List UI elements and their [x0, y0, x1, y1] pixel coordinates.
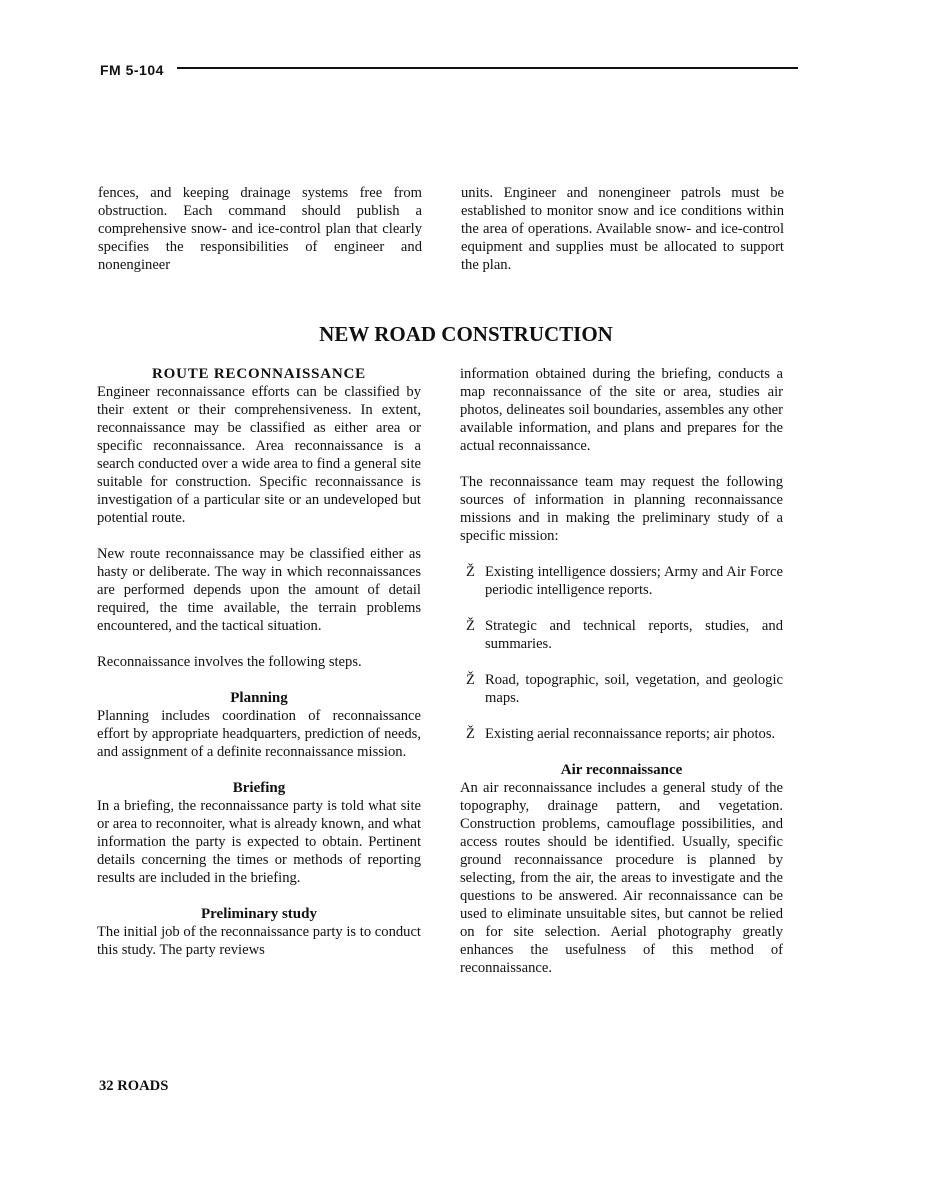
list-item-text: Existing intelligence dossiers; Army and Air Force periodic intelligence reports. — [485, 564, 783, 598]
preliminary-study-heading: Preliminary study — [201, 906, 317, 922]
list-item-text: Existing aerial reconnaissance reports; air photos. — [485, 726, 776, 742]
route-paragraph-2: New route reconnaissance may be classified either as hasty or deliberate. The way in which reconnaissances are performed depends upon the amount of detail required, the time available, the terrain problems encountered, and the tactical situation. — [97, 546, 421, 634]
continued-paragraph-right: units. Engineer and nonengineer patrols must be established to monitor snow and ice conditions within the area of operations. Available snow- and ice-control equipment and supplies must be allocated to support the plan. — [461, 185, 784, 273]
briefing-paragraph: In a briefing, the reconnaissance party is told what site or area to reconnoiter, what is already known, and what information the party is expected to obtain. Pertinent details concerning the times or methods of reporting results are included in the briefing. — [97, 798, 422, 886]
air-reconnaissance-paragraph: An air reconnaissance includes a general study of the topography, drainage pattern, and vegetation. Construction problems, camouflage possibilities, and access routes should be identified. Usually, specific ground reconnaissance procedure is planned by selecting, from the air, the areas to investigate and the questions to be answered. Air reconnaissance can be used to eliminate unsuitable sites, but cannot be relied on for site selection. Aerial photography greatly enhances the usefulness of this method of reconnaissance. — [460, 780, 783, 976]
list-item-text: Strategic and technical reports, studies, and summaries. — [485, 618, 783, 652]
list-item — [460, 617, 783, 653]
header-rule — [177, 67, 798, 69]
list-item-text: Road, topographic, soil, vegetation, and geologic maps. — [485, 672, 783, 706]
planning-heading: Planning — [230, 690, 288, 706]
briefing-heading: Briefing — [232, 780, 286, 796]
page-footer: 32 ROADS — [99, 1078, 169, 1094]
planning-paragraph: Planning includes coordination of reconnaissance effort by appropriate headquarters, prediction of needs, and assignment of a definite reconnaissance mission. — [97, 708, 421, 760]
air-reconnaissance-heading: Air reconnaissance — [560, 762, 683, 778]
route-paragraph-1: Engineer reconnaissance efforts can be classified by their extent or their comprehensiveness. In extent, reconnaissance may be classified as either area or specific reconnaissance. Area reconnaissance is a search conducted over a wide area to find a general site suitable for construction. Specific reconnaissance is investigation of a particular site or an undeveloped but potential route. — [97, 384, 421, 526]
preliminary-study-paragraph: The initial job of the reconnaissance party is to conduct this study. The party reviews — [97, 924, 421, 958]
manual-number: FM 5-104 — [100, 62, 164, 78]
right-column — [460, 365, 783, 977]
route-paragraph-3: Reconnaissance involves the following steps. — [97, 654, 362, 670]
top-left-column — [98, 184, 422, 274]
top-right-column — [461, 184, 784, 274]
route-reconnaissance-heading: ROUTE RECONNAISSANCE — [152, 366, 366, 382]
sources-intro-paragraph: The reconnaissance team may request the following sources of information in planning reconnaissance missions and in making the preliminary study of a specific mission: — [460, 474, 783, 544]
bullet-marker: Ž — [466, 672, 475, 688]
bullet-marker: Ž — [466, 726, 475, 742]
list-item — [460, 671, 783, 707]
section-title: NEW ROAD CONSTRUCTION — [319, 322, 613, 346]
page-header — [100, 61, 798, 81]
list-item — [460, 563, 783, 599]
continued-paragraph-left: fences, and keeping drainage systems free from obstruction. Each command should publish a comprehensive snow- and ice-control plan that clearly specifies the responsibilities of engineer and nonengineer — [98, 185, 422, 273]
bullet-marker: Ž — [466, 564, 475, 580]
briefing-continued-paragraph: information obtained during the briefing, conducts a map reconnaissance of the site or area, studies air photos, delineates soil boundaries, assembles any other available information, and plans and prepares for the actual reconnaissance. — [460, 366, 783, 454]
left-column — [97, 365, 421, 959]
list-item — [460, 725, 783, 743]
bullet-marker: Ž — [466, 618, 475, 634]
